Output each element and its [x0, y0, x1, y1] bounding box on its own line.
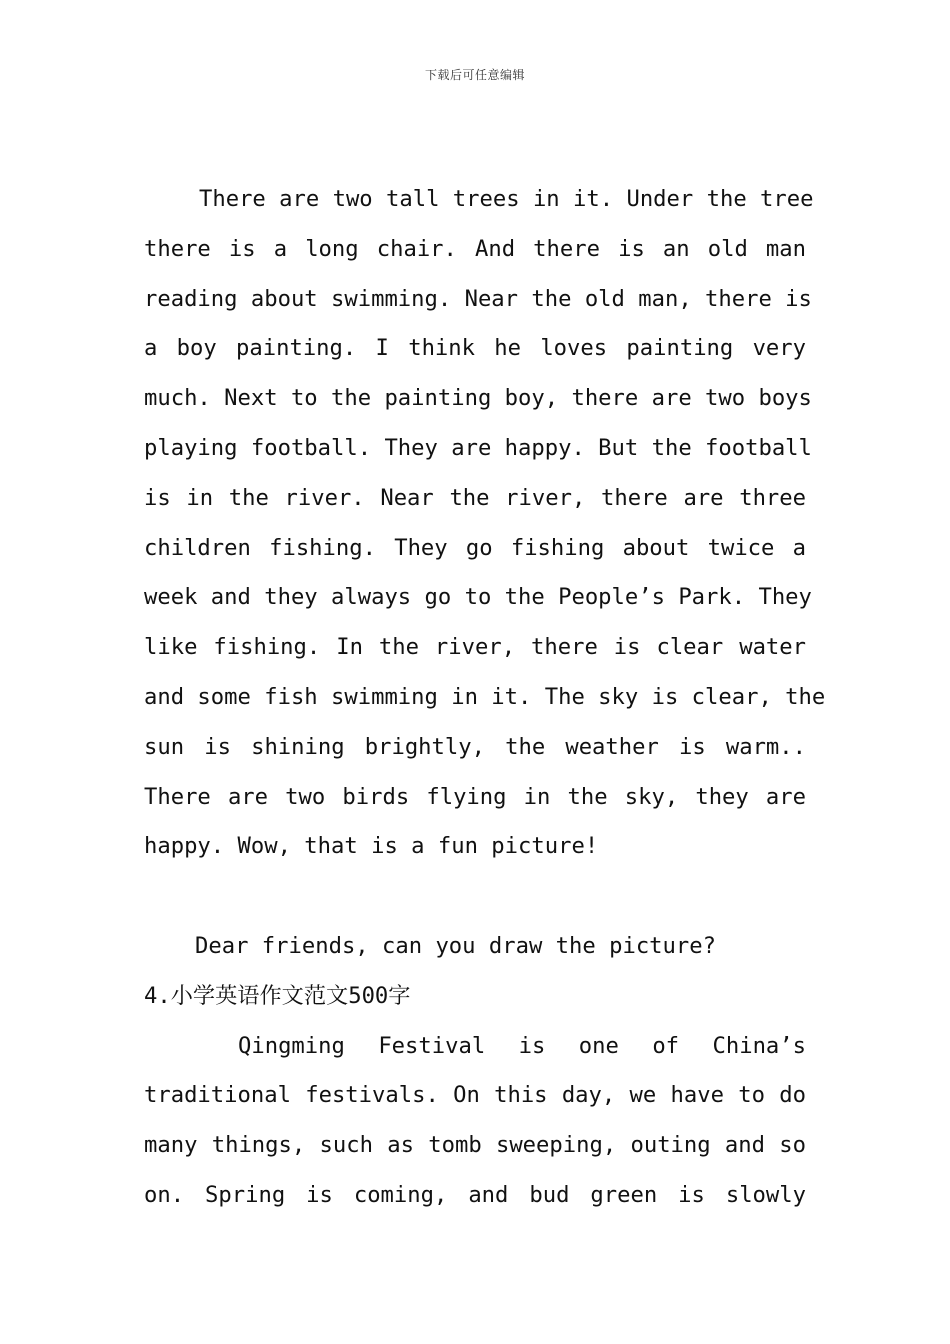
text-line: a boy painting. I think he loves painting very — [144, 335, 806, 362]
section-heading: 4.小学英语作文范文500字 — [144, 982, 411, 1009]
text-line: there is a long chair. And there is an old man — [144, 235, 806, 262]
text-line: much. Next to the painting boy, there are two boys — [144, 385, 812, 412]
paragraph-qingming — [144, 1022, 806, 1221]
text-line: happy. Wow, that is a fun picture! — [144, 833, 599, 860]
page-header-note: 下载后可任意编辑 — [424, 68, 525, 82]
text-line: traditional festivals. On this day, we have to do — [144, 1082, 806, 1109]
document-body — [144, 175, 826, 1221]
paragraph-closing-question: Dear friends, can you draw the picture? — [195, 932, 716, 959]
text-line: There are two birds flying in the sky, they are — [144, 783, 806, 810]
paragraph-park-description — [144, 175, 826, 872]
text-line: many things, such as tomb sweeping, outing and so — [144, 1132, 806, 1159]
text-line: reading about swimming. Near the old man, there is — [144, 285, 812, 312]
text-line: children fishing. They go fishing about twice a — [144, 534, 806, 561]
text-line: is in the river. Near the river, there are three — [144, 484, 806, 511]
text-line: and some fish swimming in it. The sky is clear, the — [144, 683, 826, 710]
text-line: on. Spring is coming, and bud green is slowly — [144, 1181, 806, 1208]
text-line: Qingming Festival is one of China’s — [238, 1032, 806, 1059]
paragraph-spacer — [144, 872, 806, 922]
text-line: like fishing. In the river, there is clear water — [144, 634, 806, 661]
text-line: playing football. They are happy. But the football — [144, 434, 812, 461]
text-line: There are two tall trees in it. Under the tree — [199, 186, 814, 212]
text-line: week and they always go to the People’s Park. They — [144, 584, 812, 611]
text-line: sun is shining brightly, the weather is warm.. — [144, 733, 806, 760]
